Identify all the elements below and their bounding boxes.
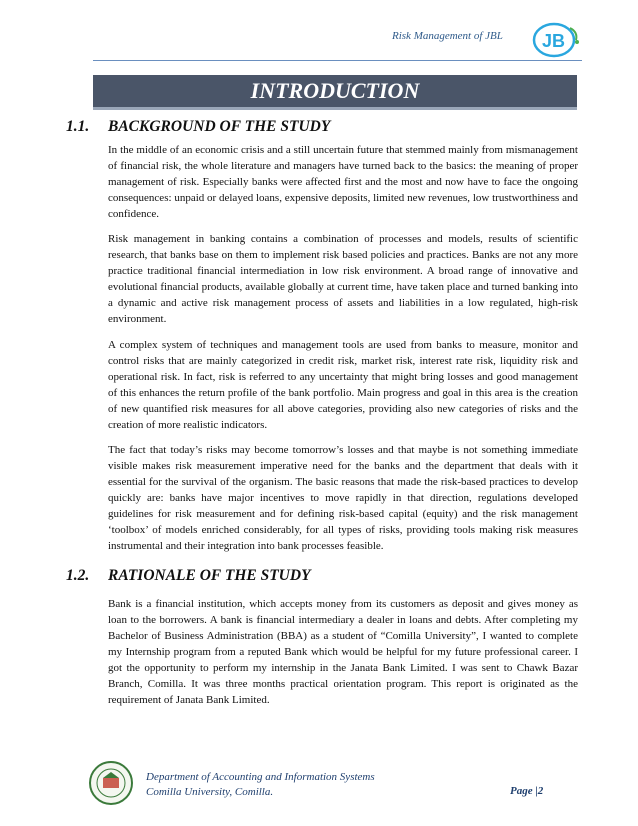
- page-title: INTRODUCTION: [93, 75, 577, 110]
- paragraph: Risk management in banking contains a combination of processes and models, results of scientific research, that banks base on them to implement risk based policies and practices. Banks are not any more practice traditional financial intermediation in low risk environment. A broad range of innovative and evolutional financial products, available globally at current time, have taken place and turned banking into a dynamic and active risk management process of assets and liabilities in a low regulated, high-risk environment.: [108, 233, 578, 325]
- section-title: BACKGROUND OF THE STUDY: [108, 118, 331, 135]
- footer-line-1: Department of Accounting and Information Systems: [146, 771, 375, 783]
- logo-text: JB: [542, 31, 566, 51]
- section-heading-rationale: [66, 567, 311, 585]
- page-number-value: 2: [537, 785, 544, 797]
- page-label: Page: [510, 785, 533, 797]
- paragraph: A complex system of techniques and management tools are used from banks to measure, monitor and control risks that are mainly categorized in credit risk, market risk, interest rate risk, liquidity risk and operational risk. In fact, risk is referred to any uncertainty that might bring losses and good management of this enhances the return profile of the bank portfolio. Main progress and goal in this area is the creation of new quantified risk measures for all above categories, providing also new categories of risks and the creation of more realistic indicators.: [108, 339, 578, 431]
- header-rule: [93, 60, 582, 61]
- paragraph: In the middle of an economic crisis and a still uncertain future that stemmed mainly from mismanagement of financial risk, the whole literature and managers have turned back to the basics: the meaning of proper management of risk. Especially banks were affected first and the most and now have to face the ongoing consequences: unpaid or delayed loans, expensive deposits, limited new revenues, low trustworthiness and confidence.: [108, 144, 578, 220]
- paragraph: The fact that today’s risks may become tomorrow’s losses and that maybe is not something immediate visible makes risk measurement imperative need for the banks and the department that deals with it essential for the survival of the organism. The basic reasons that made the risk-based practices to develop quickly are: banks have major incentives to move rapidly in that direction, regulations developed guidelines for risk measurement and for defining risk-based capital (equity) and the risk management ‘toolbox’ of models enriched considerably, for all types of risks, providing tools making risk measures instrumental and their integration into bank processes feasible.: [108, 444, 578, 552]
- section-number: 1.1.: [66, 118, 90, 135]
- section-title: RATIONALE OF THE STUDY: [108, 567, 311, 584]
- footer-line-2: Comilla University, Comilla.: [146, 786, 274, 798]
- page-number: Page |2: [510, 785, 544, 797]
- paragraph: Bank is a financial institution, which accepts money from its customers as deposit and gives money as loan to the borrowers. A bank is financial intermediary a dealer in loans and debts. After completing my Bachelor of Business Administration (BBA) as a student of “Comilla University”, I wanted to complete my Internship program from a reputed Bank which would be helpful for my future professional career. I got the opportunity to perform my internship in the Janata Bank Limited. I was sent to Chawk Bazar Branch, Comilla. It was three months practical orientation program. This report is originated as the requirement of Janata Bank Limited.: [108, 598, 578, 706]
- running-title: Risk Management of JBL: [392, 30, 503, 42]
- section-heading-background: [66, 118, 330, 136]
- university-seal-icon: [88, 760, 134, 806]
- footer-department: [146, 770, 375, 800]
- jbl-logo-icon: [530, 20, 582, 60]
- section-number: 1.2.: [66, 567, 90, 584]
